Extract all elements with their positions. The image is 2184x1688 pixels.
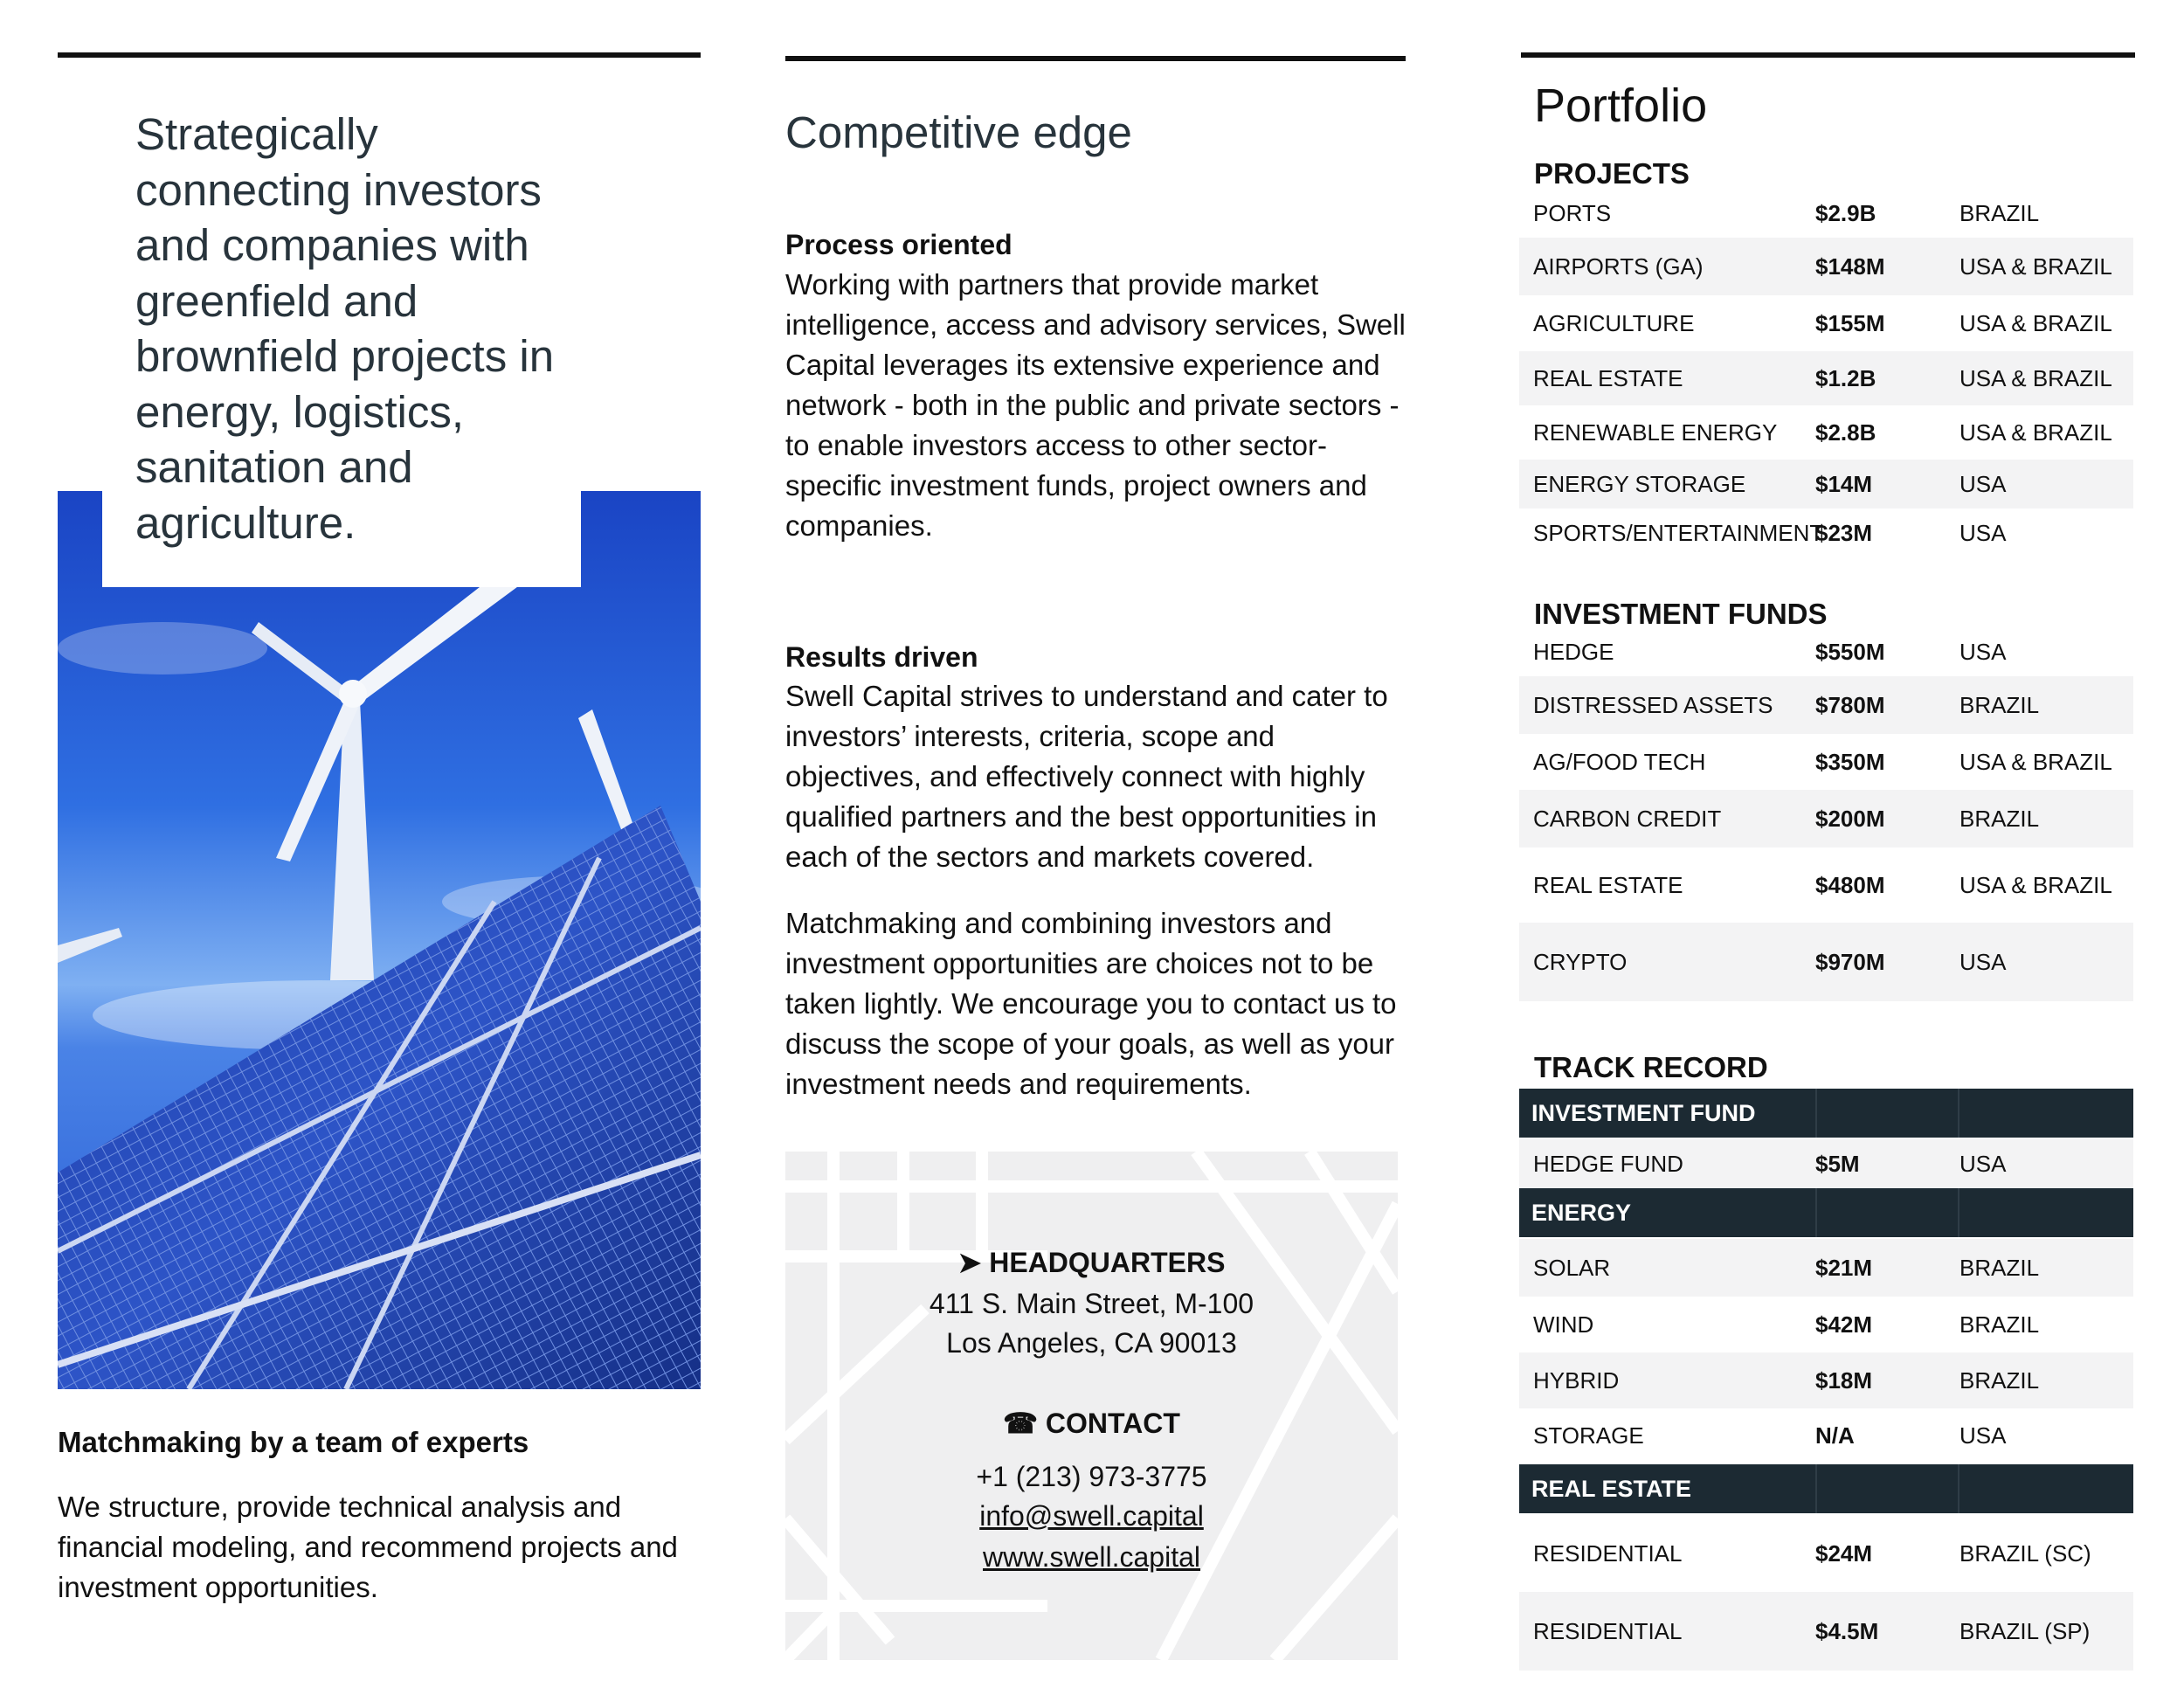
project-row <box>1519 194 2133 232</box>
project-region: BRAZIL <box>1959 199 2040 226</box>
project-name: RENEWABLE ENERGY <box>1533 419 1778 446</box>
panel3-top-rule <box>1521 52 2135 58</box>
fund-amount: $780M <box>1815 691 1885 718</box>
contact-label: CONTACT <box>1045 1408 1180 1439</box>
track-energy-name: HYBRID <box>1533 1366 1620 1394</box>
track-real-estate-row <box>1519 1515 2133 1592</box>
project-row <box>1519 351 2133 405</box>
results-driven-heading: Results driven <box>785 641 978 673</box>
address-line-1: 411 S. Main Street, M-100 <box>929 1288 1254 1319</box>
track-fund-region: USA <box>1959 1150 2007 1177</box>
track-real-estate-name: RESIDENTIAL <box>1533 1539 1683 1567</box>
project-row <box>1519 460 2133 508</box>
project-name: AGRICULTURE <box>1533 309 1695 336</box>
track-energy-amount: N/A <box>1815 1422 1855 1449</box>
fund-region: USA & BRAZIL <box>1959 871 2112 898</box>
fund-amount: $550M <box>1815 638 1885 665</box>
track-record-heading: TRACK RECORD <box>1534 1051 1768 1083</box>
phone-icon: ☎ <box>1003 1408 1038 1439</box>
results-driven-body: Swell Capital strives to understand and cater to investors’ interests, criteria, scope and objectives, and effectively connect with highly qualified partners and the best opportunities in each of the sectors and markets covered. <box>785 680 1388 873</box>
project-name: ENERGY STORAGE <box>1533 470 1746 497</box>
project-region: USA & BRAZIL <box>1959 309 2112 336</box>
fund-name: DISTRESSED ASSETS <box>1533 691 1773 718</box>
track-real-estate-name: RESIDENTIAL <box>1533 1617 1683 1644</box>
project-row <box>1519 295 2133 351</box>
fund-row <box>1519 676 2133 734</box>
matchmaking-body: Matchmaking and combining investors and investment opportunities are choices not to be taken lightly. We encourage you to contact us to discuss the scope of your goals, as well as your investment needs and requirements. <box>785 907 1397 1100</box>
fund-name: REAL ESTATE <box>1533 871 1683 898</box>
track-header-investment-fund: INVESTMENT FUND <box>1519 1089 2133 1138</box>
track-energy-region: BRAZIL <box>1959 1366 2040 1394</box>
track-real-estate-amount: $4.5M <box>1815 1617 1879 1644</box>
track-real-estate-region: BRAZIL (SC) <box>1959 1539 2091 1567</box>
project-region: USA & BRAZIL <box>1959 419 2112 446</box>
track-energy-region: BRAZIL <box>1959 1311 2040 1338</box>
track-energy-row <box>1519 1297 2133 1352</box>
competitive-edge-title: Competitive edge <box>785 107 1132 157</box>
project-row <box>1519 238 2133 295</box>
project-amount: $1.2B <box>1815 364 1876 391</box>
project-amount: $148M <box>1815 253 1885 280</box>
track-energy-amount: $21M <box>1815 1254 1873 1281</box>
fund-region: BRAZIL <box>1959 691 2040 718</box>
project-region: USA <box>1959 470 2007 497</box>
track-real-estate-row <box>1519 1592 2133 1671</box>
project-name: REAL ESTATE <box>1533 364 1683 391</box>
fund-amount: $200M <box>1815 805 1885 832</box>
track-energy-amount: $42M <box>1815 1311 1873 1338</box>
project-amount: $2.8B <box>1815 419 1876 446</box>
tagline: Strategically connecting investors and companies with greenfield and brownfield projects in energy, logistics, sanitation and agriculture. <box>135 109 555 548</box>
experts-body: We structure, provide technical analysis and financial modeling, and recommend projects and investment opportunities. <box>58 1491 678 1603</box>
project-region: USA <box>1959 519 2007 546</box>
track-energy-row <box>1519 1239 2133 1297</box>
address-line-2: Los Angeles, CA 90013 <box>946 1327 1237 1359</box>
project-region: USA & BRAZIL <box>1959 364 2112 391</box>
portfolio-title: Portfolio <box>1534 80 1708 132</box>
project-name: SPORTS/ENTERTAINMENT <box>1533 519 1824 546</box>
project-name: PORTS <box>1533 199 1612 226</box>
fund-region: USA & BRAZIL <box>1959 748 2112 775</box>
fund-row <box>1519 629 2133 675</box>
projects-heading: PROJECTS <box>1534 157 1690 190</box>
process-oriented-heading: Process oriented <box>785 229 1013 260</box>
website-link[interactable]: www.swell.capital <box>983 1541 1200 1573</box>
track-fund-name: HEDGE FUND <box>1533 1150 1683 1177</box>
track-energy-name: SOLAR <box>1533 1254 1611 1281</box>
fund-row <box>1519 790 2133 847</box>
fund-amount: $970M <box>1815 948 1885 975</box>
process-oriented-body: Working with partners that provide market intelligence, access and advisory services, Swell Capital leverages its extensive experience and network - both in the public and private sectors - to enable investors access to other sector-specific investment funds, project owners and companies. <box>785 268 1406 542</box>
fund-row <box>1519 847 2133 923</box>
track-header-energy: ENERGY <box>1519 1188 2133 1237</box>
track-energy-amount: $18M <box>1815 1366 1873 1394</box>
headquarters-label: HEADQUARTERS <box>989 1247 1226 1278</box>
track-energy-region: BRAZIL <box>1959 1254 2040 1281</box>
project-row <box>1519 405 2133 460</box>
track-energy-row <box>1519 1352 2133 1408</box>
fund-region: USA <box>1959 638 2007 665</box>
contact-heading <box>785 1407 1398 1440</box>
track-real-estate-region: BRAZIL (SP) <box>1959 1617 2091 1644</box>
track-energy-name: WIND <box>1533 1311 1594 1338</box>
project-amount: $14M <box>1815 470 1873 497</box>
track-energy-region: USA <box>1959 1422 2007 1449</box>
fund-name: HEDGE <box>1533 638 1614 665</box>
headquarters-heading <box>785 1246 1398 1279</box>
fund-row <box>1519 734 2133 790</box>
arrow-icon: ➤ <box>957 1247 982 1278</box>
fund-name: AG/FOOD TECH <box>1533 748 1706 775</box>
track-energy-name: STORAGE <box>1533 1422 1644 1449</box>
fund-name: CARBON CREDIT <box>1533 805 1722 832</box>
panel1-top-rule <box>58 52 701 58</box>
fund-region: BRAZIL <box>1959 805 2040 832</box>
contact-card <box>785 1152 1398 1660</box>
project-region: USA & BRAZIL <box>1959 253 2112 280</box>
email-link[interactable]: info@swell.capital <box>979 1500 1204 1532</box>
track-energy-row <box>1519 1408 2133 1463</box>
fund-row <box>1519 923 2133 1001</box>
fund-amount: $480M <box>1815 871 1885 898</box>
track-fund-amount: $5M <box>1815 1150 1860 1177</box>
experts-heading: Matchmaking by a team of experts <box>58 1426 529 1458</box>
solar-wind-photo <box>58 491 701 1389</box>
fund-name: CRYPTO <box>1533 948 1628 975</box>
track-fund-row <box>1519 1139 2133 1188</box>
investment-funds-heading: INVESTMENT FUNDS <box>1534 598 1828 630</box>
phone-number[interactable]: +1 (213) 973-3775 <box>976 1461 1207 1492</box>
street-map-pattern <box>785 1152 1398 1660</box>
project-amount: $23M <box>1815 519 1873 546</box>
project-name: AIRPORTS (GA) <box>1533 253 1704 280</box>
project-amount: $2.9B <box>1815 199 1876 226</box>
panel2-top-rule <box>785 56 1406 61</box>
track-header-real-estate: REAL ESTATE <box>1519 1464 2133 1513</box>
project-amount: $155M <box>1815 309 1885 336</box>
fund-region: USA <box>1959 948 2007 975</box>
track-real-estate-amount: $24M <box>1815 1539 1873 1567</box>
fund-amount: $350M <box>1815 748 1885 775</box>
project-row <box>1519 508 2133 557</box>
